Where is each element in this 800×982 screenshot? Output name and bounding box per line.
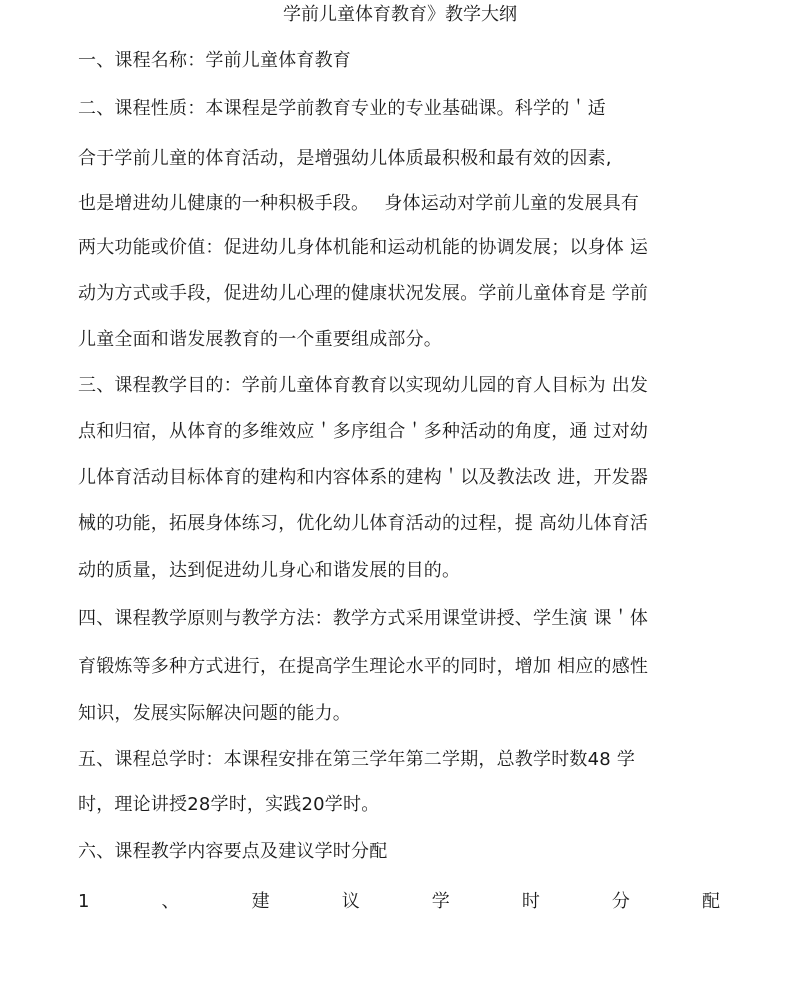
content-outline-heading: 六、课程教学内容要点及建议学时分配 <box>78 841 388 862</box>
teaching-goal-line-5: 动的质量，达到促进幼儿身心和谐发展的目的。 <box>78 560 461 581</box>
course-nature-line-2: 合于学前儿童的体育活动，是增强幼儿体质最积极和最有效的因素, <box>78 148 612 169</box>
teaching-method-line-1: 四、课程教学原则与教学方法：教学方式采用课堂讲授、学生演 课＇体 <box>78 608 649 629</box>
spread-char: 1 <box>78 891 90 912</box>
spread-char: 时 <box>521 891 540 912</box>
spread-char: 学 <box>431 891 450 912</box>
teaching-method-line-3: 知识，发展实际解决问题的能力。 <box>78 703 351 724</box>
course-nature-line-5: 动为方式或手段，促进幼儿心理的健康状况发展。学前儿童体育是 学前 <box>78 283 649 304</box>
teaching-goal-line-1: 三、课程教学目的：学前儿童体育教育以实现幼儿园的育人目标为 出发 <box>78 375 649 396</box>
teaching-goal-line-3: 儿体育活动目标体育的建构和内容体系的建构＇以及教法改 进，开发器 <box>78 467 649 488</box>
course-nature-line-4: 两大功能或价值：促进幼儿身体机能和运动机能的协调发展；以身体 运 <box>78 237 649 258</box>
document-title: 学前儿童体育教育》教学大纲 <box>283 4 517 25</box>
teaching-method-line-2: 育锻炼等多种方式进行，在提高学生理论水平的同时，增加 相应的感性 <box>78 656 649 677</box>
course-nature-line-1: 二、课程性质：本课程是学前教育专业的专业基础课。科学的＇适 <box>78 98 606 119</box>
teaching-goal-line-2: 点和归宿，从体育的多维效应＇多序组合＇多种活动的角度，通 过对幼 <box>78 421 649 442</box>
spread-char: 配 <box>702 891 720 912</box>
spread-char: 、 <box>161 891 180 912</box>
spread-char: 分 <box>611 891 630 912</box>
hour-allocation-heading <box>78 891 720 913</box>
teaching-goal-line-4: 械的功能，拓展身体练习，优化幼儿体育活动的过程，提 高幼儿体育活 <box>78 513 649 534</box>
spread-char: 建 <box>251 891 270 912</box>
course-name-line: 一、课程名称：学前儿童体育教育 <box>78 50 351 71</box>
total-hours-line-2: 时，理论讲授28学时，实践20学时。 <box>78 794 380 815</box>
total-hours-line-1: 五、课程总学时：本课程安排在第三学年第二学期，总教学时数48 学 <box>78 749 636 770</box>
course-nature-line-6: 儿童全面和谐发展教育的一个重要组成部分。 <box>78 329 442 350</box>
course-nature-line-3: 也是增进幼儿健康的一种积极手段。 身体运动对学前儿童的发展具有 <box>78 193 640 214</box>
spread-char: 议 <box>341 891 360 912</box>
